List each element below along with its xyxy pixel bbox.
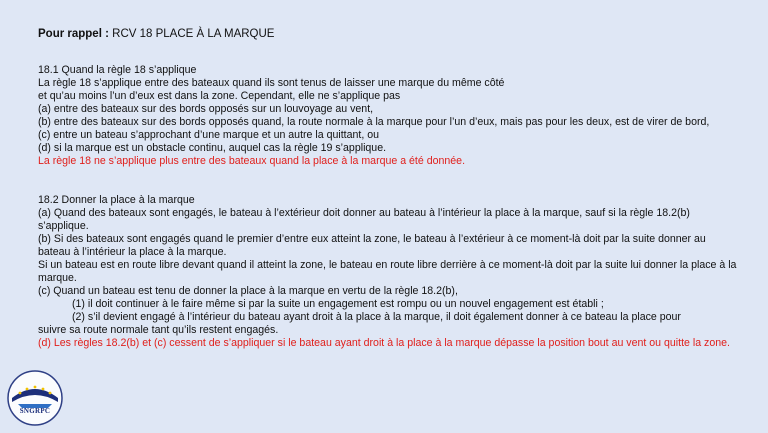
logo-label: SNGRPC [19,407,51,415]
section-gap [38,168,738,194]
club-logo [6,368,64,428]
section1-line-6: (d) si la marque est un obstacle continu, auquel cas la règle 19 s’applique. [38,142,387,154]
section2-para-a: (a) Quand des bateaux sont engagés, le bateau à l’extérieur doit donner au bateau à l’intérieur la place à la marque, sauf si la règle 18.2(b) s’applique. [38,207,690,232]
section2-para-c2-first: (2) s’il devient engagé à l’intérieur du bateau ayant droit à la place à la marque, il doit également donner à ce bateau la place pour [72,311,681,323]
section2-para-c: (c) Quand un bateau est tenu de donner la place à la marque en vertu de la règle 18.2(b), [38,285,458,297]
section1-heading: 18.1 Quand la règle 18 s’applique [38,64,197,76]
section1-line-3: (a) entre des bateaux sur des bords opposés sur un louvoyage au vent, [38,103,374,115]
section2-para-b: (b) Si des bateaux sont engagés quand le premier d’entre eux atteint la zone, le bateau à l’extérieur à ce moment-là doit par la suite donner au bateau à l’intérieur la place à la marque. [38,233,706,258]
section1-line-4: (b) entre des bateaux sur des bords opposés quand, la route normale à la marque pour l’un d’eux, mais pas pour les deux, est de virer de bord, [38,116,710,128]
logo-emblem-icon [6,368,64,428]
section2-heading: 18.2 Donner la place à la marque [38,194,195,206]
section1-line-5: (c) entre un bateau s’approchant d’une marque et un autre la quittant, ou [38,129,379,141]
section1-line-1: La règle 18 s’applique entre des bateaux quand ils sont tenus de laisser une marque du même côté [38,77,505,89]
title-text: RCV 18 PLACE À LA MARQUE [112,28,275,40]
slide-title [38,27,274,41]
section1-red-note: La règle 18 ne s’applique plus entre des bateaux quand la place à la marque a été donnée. [38,155,466,167]
title-prefix: Pour rappel : [38,28,109,40]
section2-para-c1: (1) il doit continuer à le faire même si par la suite un engagement est rompu ou un nouvel engagement est établi ; [72,298,604,310]
section1-line-2: et qu’au moins l’un d’eux est dans la zone. Cependant, elle ne s’applique pas [38,90,401,102]
slide-body [38,64,738,350]
section2-red-note: (d) Les règles 18.2(b) et (c) cessent de s’appliquer si le bateau ayant droit à la place à la marque dépasse la position bout au vent ou quitte la zone. [38,337,730,349]
section2-para-c2-rest: suivre sa route normale tant qu’ils restent engagés. [38,324,279,336]
section2-para-free: Si un bateau est en route libre devant quand il atteint la zone, le bateau en route libre derrière à ce moment-là doit par la suite lui donner la place à la marque. [38,259,737,284]
